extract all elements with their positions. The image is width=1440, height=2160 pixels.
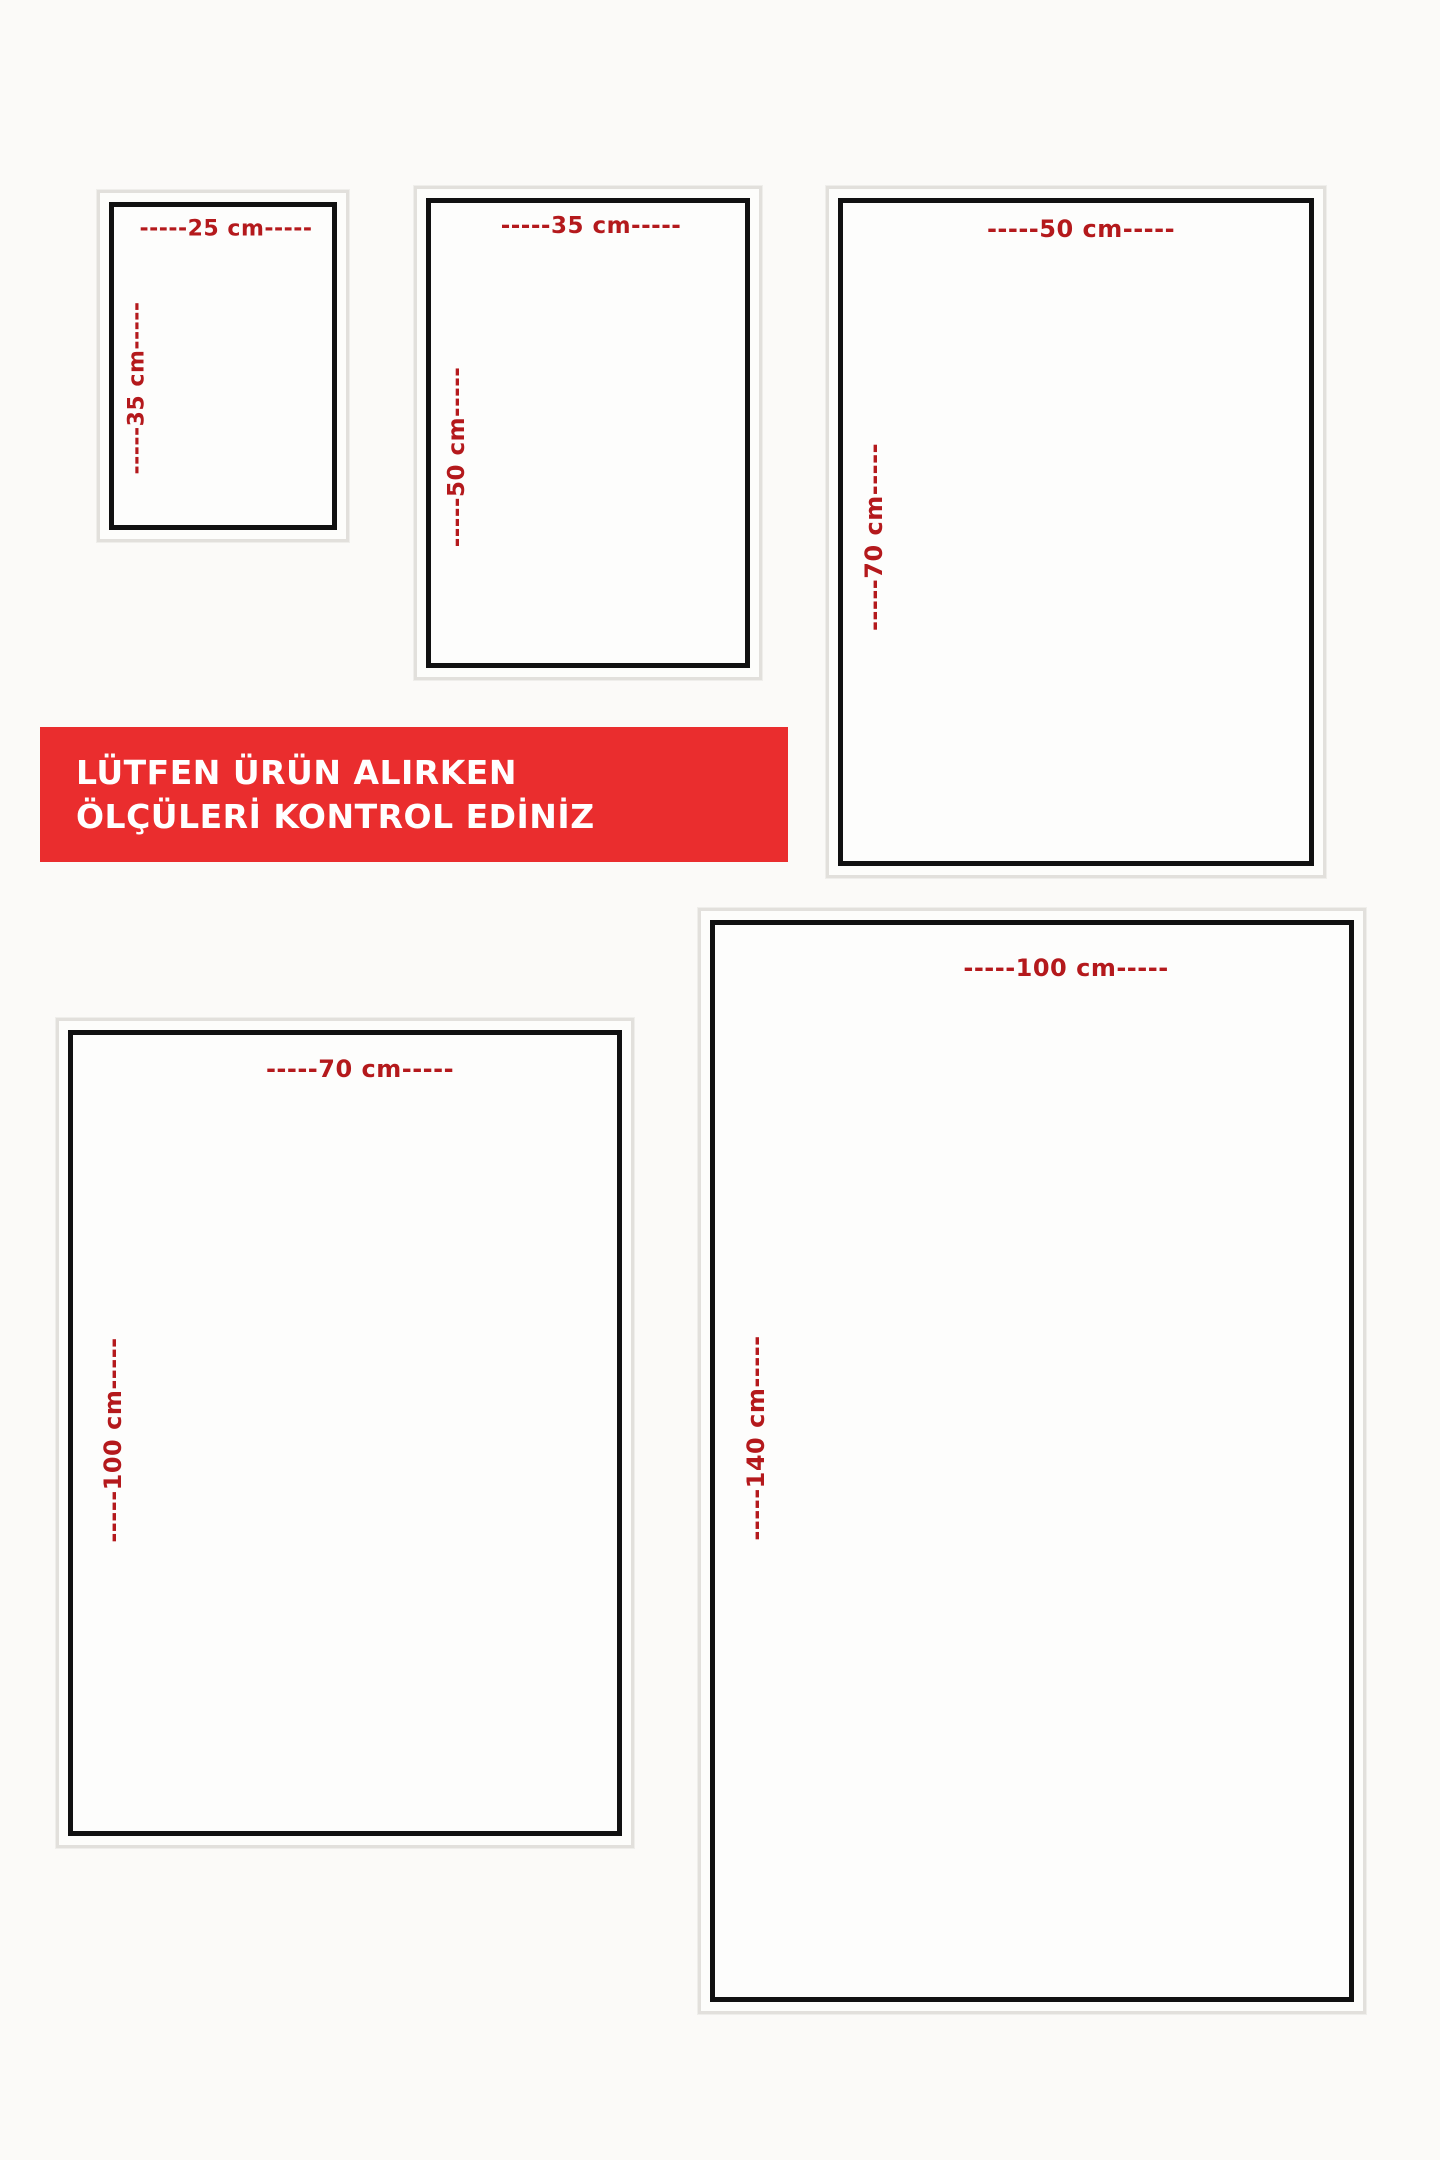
frame-100x140-width-label: -----100 cm----- bbox=[963, 954, 1169, 982]
frame-100x140-inner bbox=[710, 920, 1354, 2002]
frame-100x140 bbox=[698, 908, 1366, 2014]
frame-25x35-height-label: -----35 cm----- bbox=[124, 301, 150, 475]
frame-70x100-inner bbox=[68, 1030, 622, 1836]
frame-25x35 bbox=[97, 190, 349, 542]
frame-70x100-height-label: -----100 cm----- bbox=[99, 1337, 127, 1543]
frame-35x50-height-label: -----50 cm----- bbox=[444, 366, 470, 548]
frame-25x35-width-label: -----25 cm----- bbox=[139, 216, 313, 242]
measurement-warning-banner bbox=[40, 727, 788, 862]
frame-70x100 bbox=[56, 1018, 634, 1848]
warning-line-2: ÖLÇÜLERİ KONTROL EDİNİZ bbox=[76, 796, 595, 836]
frame-35x50 bbox=[414, 186, 762, 680]
warning-line-1: LÜTFEN ÜRÜN ALIRKEN bbox=[76, 752, 517, 792]
frame-50x70-inner bbox=[838, 198, 1314, 866]
frame-70x100-width-label: -----70 cm----- bbox=[265, 1055, 455, 1083]
frame-50x70-width-label: -----50 cm----- bbox=[986, 215, 1176, 243]
frame-50x70 bbox=[826, 186, 1326, 878]
frame-100x140-height-label: -----140 cm----- bbox=[742, 1335, 770, 1541]
frame-35x50-inner bbox=[426, 198, 750, 668]
frame-35x50-width-label: -----35 cm----- bbox=[500, 213, 682, 239]
frame-50x70-height-label: -----70 cm----- bbox=[860, 442, 888, 632]
